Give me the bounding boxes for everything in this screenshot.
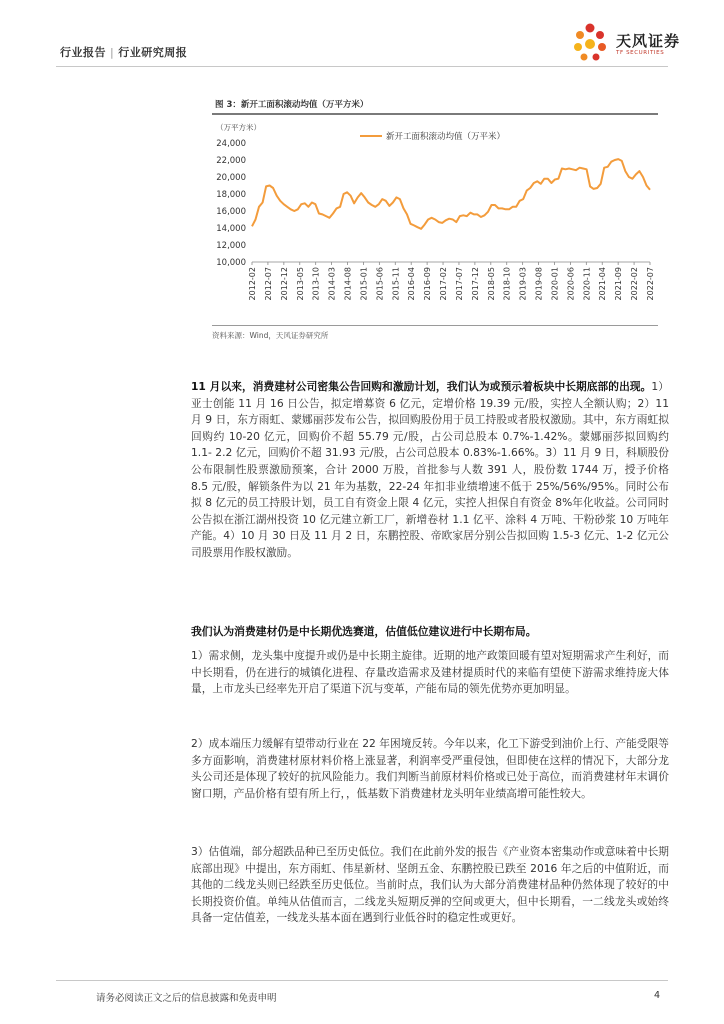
- chart-unit-label: （万平方米）: [216, 123, 261, 132]
- y-tick-label: 18,000: [216, 190, 246, 200]
- y-tick-label: 16,000: [216, 207, 246, 217]
- page-number: 4: [654, 990, 661, 1001]
- x-tick-label: 2020-11: [582, 267, 592, 301]
- x-tick-label: 2018-10: [502, 267, 512, 301]
- paragraph-cost: 2）成本端压力缓解有望带动行业在 22 年困境反转。今年以来，化工下游受到油价上行、产能受限等多方面影响，消费建材原材料价格上涨显著，利润率受严重侵蚀，但即使在这样的情况下，大部分龙头公司还是体现了较好的抗风险能力。我们判断当前原材料价格或已处于高位，而消费建材年末调价窗口期，产品价格有望有所上行，，低基数下消费建材龙头明年业绩高增可能性较大。: [191, 737, 669, 800]
- footer-rule: [56, 980, 668, 981]
- x-tick-label: 2012-12: [279, 267, 289, 301]
- figure-top-rule: [212, 113, 658, 115]
- report-category: [60, 44, 187, 60]
- x-tick-label: 2014-08: [343, 267, 353, 301]
- chart-legend: [360, 131, 505, 142]
- x-tick-label: 2013-10: [311, 267, 321, 301]
- y-tick-label: 22,000: [216, 156, 246, 166]
- y-tick-label: 12,000: [216, 241, 246, 251]
- y-tick-label: 10,000: [216, 258, 246, 268]
- paragraph-demand: 1）需求侧，龙头集中度提升或仍是中长期主旋律。近期的地产政策回暖有望对短期需求产生利好，而中长期看，仍在进行的城镇化进程、存量改造需求及建材提质时代的来临有望使下游需求维持庞大体量，上市龙头已经率先开启了渠道下沉与变革，产能布局的领先优势亦更加明显。: [191, 649, 669, 696]
- page-header: [0, 0, 724, 80]
- line-chart: [200, 116, 670, 326]
- x-tick-label: 2017-12: [470, 267, 480, 301]
- y-tick-label: 20,000: [216, 173, 246, 183]
- legend-label: 新开工面积滚动均值（万平米）: [386, 132, 506, 142]
- paragraph-lead: 11 月以来，消费建材公司密集公告回购和激励计划，我们认为或预示着板块中长期底部的出现。: [191, 380, 652, 393]
- figure-source: 资料来源：Wind，天风证券研究所: [212, 331, 329, 340]
- logo-flower-icon: [568, 20, 612, 64]
- logo-sub: TF SECURITIES: [616, 50, 665, 56]
- footer-disclaimer: 请务必阅读正文之后的信息披露和免责申明: [96, 993, 277, 1004]
- header-rule: [56, 66, 668, 67]
- x-tick-label: 2015-11: [391, 267, 401, 301]
- x-tick-label: 2015-06: [375, 267, 385, 301]
- paragraph-body: 1）亚士创能 11 月 16 日公告，拟定增募资 6 亿元，定增价格 19.39 元/股，实控人全额认购；2）11 月 9 日，东方雨虹、蒙娜丽莎发布公告，拟回购股份用于员工持股或者股权激励。其中，东方雨虹拟回购约 10-20 亿元，回购价不超 55.79 元/股，占公司总股本 0.7%-1.42%。蒙娜丽莎拟回购约 1.1- 2.2 亿元，回购价不超 31.93 元/股，占公司总股本 0.83%-1.66%。3）11 月 9 日，科顺股份公布限制性股票激励预案，合计 2000 万股，首批参与人数 391 人，股份数 1744 万，授予价格 8.5 元/股，解锁条件为以 21 年为基数，22-24 年扣非业绩增速不低于 25%/56%/95%。同时公布拟 8 亿元的员工持股计划，员工自有资金上限 4 亿元，实控人担保自有资金 8%年化收益。公司同时公告拟在浙江湖州投资 10 亿元建立新工厂，新增卷材 1.1 亿平、涂料 4 万吨、干粉砂浆 10 万吨年产能。4）10 月 30 日及 11 月 2 日，东鹏控股、帝欧家居分别公告拟回购 1.5-3 亿元、1-2 亿元公司股票用作股权激励。: [191, 380, 669, 559]
- x-tick-label: 2016-09: [423, 267, 433, 301]
- x-tick-label: 2012-07: [263, 267, 273, 301]
- figure-title: 图 3：新开工面积滚动均值（万平方米）: [215, 100, 369, 110]
- x-tick-label: 2022-02: [630, 267, 640, 301]
- x-tick-label: 2019-08: [534, 267, 544, 301]
- x-tick-label: 2018-05: [486, 267, 496, 301]
- figure-bottom-rule: [212, 325, 658, 326]
- paragraph-valuation: 3）估值端，部分超跌品种已至历史低位。我们在此前外发的报告《产业资本密集动作或意味着中长期底部出现》中提出，东方雨虹、伟星新材、坚朗五金、东鹏控股已跌至 2016 年之后的中值附近，而其他的二线龙头则已经跌至历史低位。当前时点，我们认为大部分消费建材品种仍然体现了较好的中长期投资价值。单纯从估值而言，二线龙头短期反弹的空间或更大，但中长期看，一二线龙头或始终具备一定估值差，一线龙头基本面在遇到行业低谷时的稳定性或更好。: [191, 845, 669, 925]
- x-tick-label: 2013-05: [295, 267, 305, 301]
- x-tick-label: 2020-01: [550, 267, 560, 301]
- paragraph-buyback: [191, 379, 669, 562]
- report-subtype: 行业研究周报: [118, 46, 188, 59]
- tf-securities-logo: [568, 20, 681, 64]
- report-type: 行业报告: [60, 46, 106, 59]
- series-line: [252, 159, 650, 229]
- x-tick-label: 2017-02: [439, 267, 449, 301]
- x-tick-label: 2017-07: [454, 267, 464, 301]
- x-tick-label: 2021-04: [598, 267, 608, 301]
- y-tick-label: 24,000: [216, 139, 246, 149]
- x-tick-label: 2015-01: [359, 267, 369, 301]
- x-tick-label: 2012-02: [248, 267, 257, 301]
- section-heading: 我们认为消费建材仍是中长期优选赛道，估值低位建议进行中长期布局。: [191, 625, 537, 638]
- x-tick-label: 2021-09: [614, 267, 624, 301]
- x-tick-label: 2022-07: [646, 267, 655, 301]
- logo-name: 天风证券: [616, 32, 681, 50]
- y-axis: [216, 139, 246, 268]
- x-axis: [248, 262, 655, 300]
- x-tick-label: 2014-03: [327, 267, 337, 301]
- x-tick-label: 2019-03: [518, 267, 528, 301]
- x-tick-label: 2020-06: [566, 267, 576, 301]
- x-tick-label: 2016-04: [407, 267, 417, 301]
- header-separator: |: [110, 46, 115, 59]
- y-tick-label: 14,000: [216, 224, 246, 234]
